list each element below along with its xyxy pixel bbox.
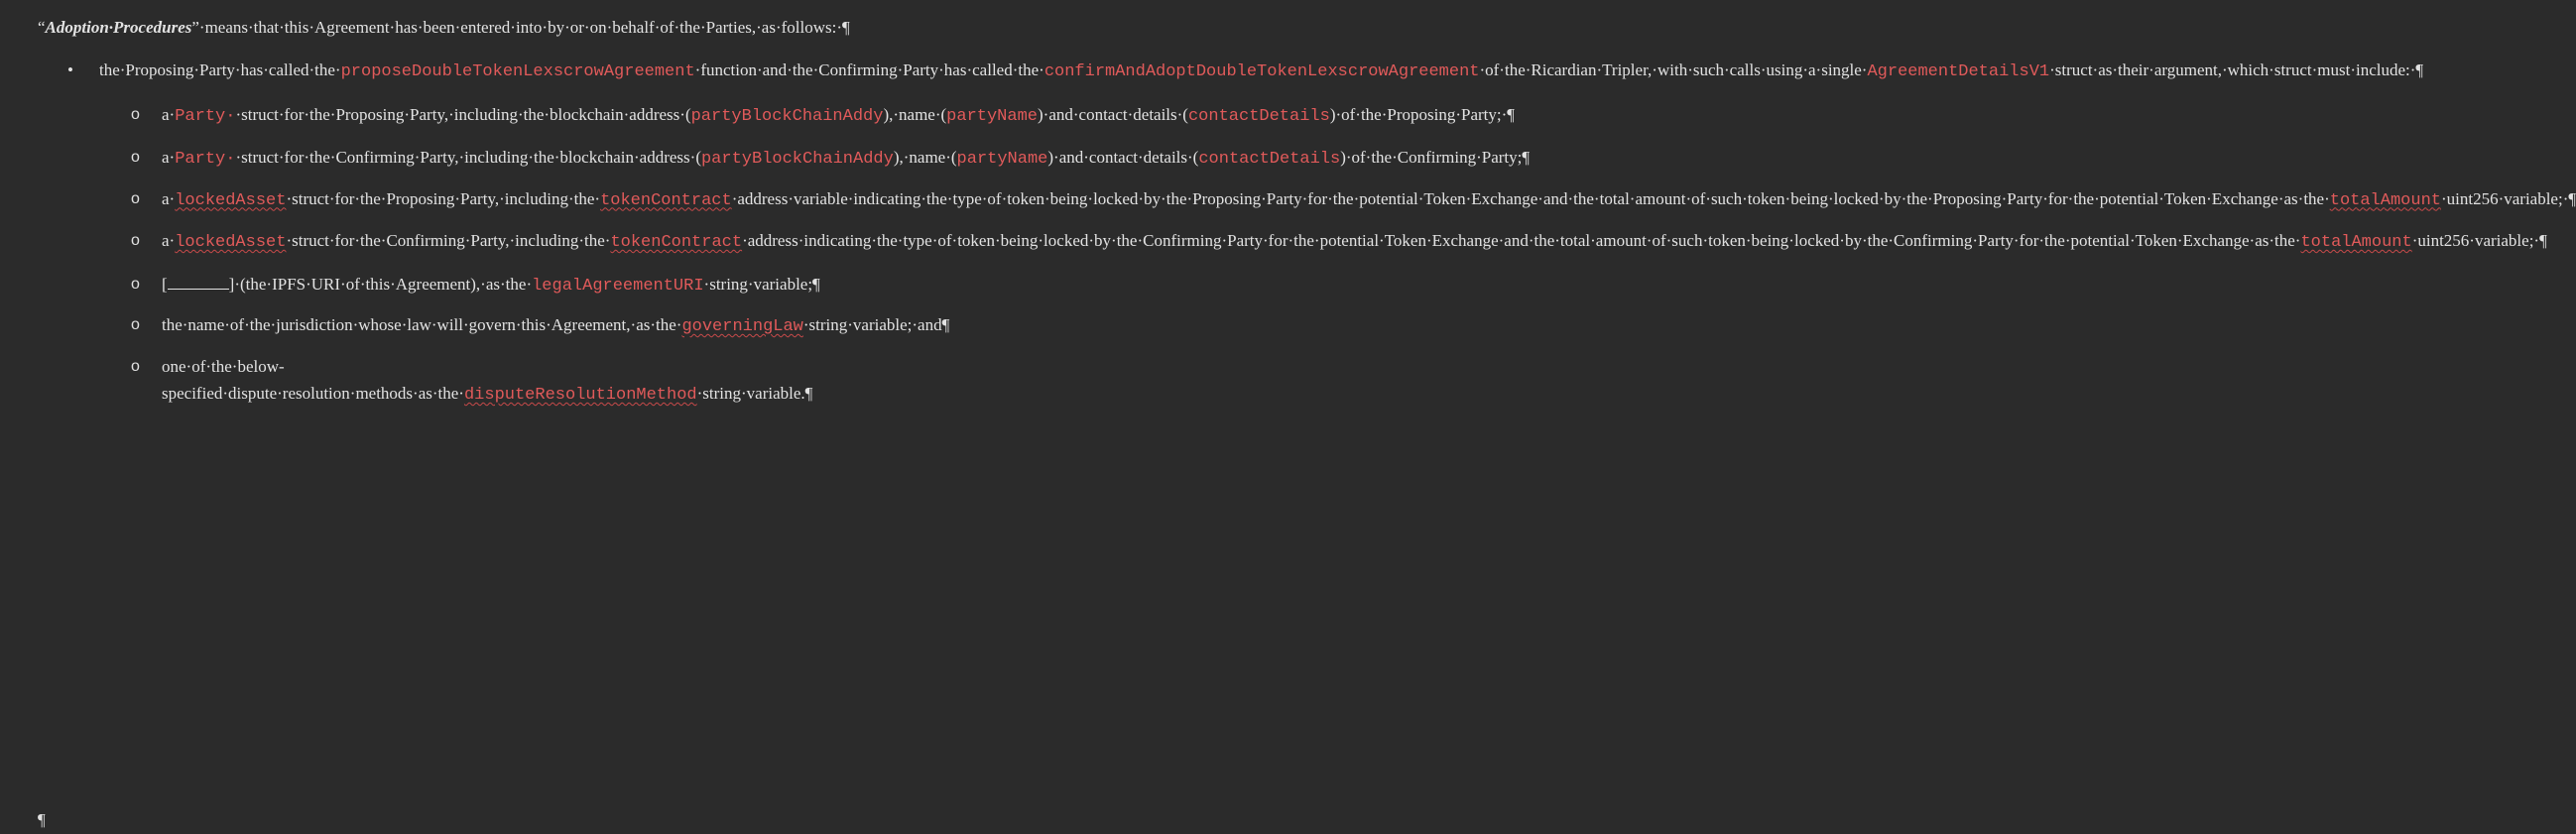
item-text: a· [162, 104, 176, 124]
code-agreement-struct: AgreementDetailsV1 [1867, 62, 2050, 81]
code-party-address: partyBlockChainAddy [700, 150, 894, 169]
item-text: )·of·the·Proposing·Party;·¶ [1329, 104, 1515, 124]
item-text: ),·name·( [883, 104, 947, 124]
sub-item-dispute-resolution [38, 353, 873, 410]
sub-marker: o [131, 316, 140, 333]
item-text: ·address·variable·indicating·the·type·of·token·being·locked·by·the·Proposing·Party·for·the·potential·Token·Exchange·and·the·total·amount·of·such·token·being·locked·by·the·Proposing·Party·for·the·potential·Token·Exchange·as·the· [731, 188, 2330, 208]
item-text: )·of·the·Confirming·Party;¶ [1340, 148, 1531, 167]
item-text: [ [162, 274, 168, 294]
intro-paragraph [38, 14, 873, 41]
code-party: Party· [175, 150, 236, 169]
item-text: ·uint256·variable;·¶ [2440, 188, 2576, 208]
sub-item-confirming-party [38, 144, 1531, 174]
item-text: ]·(the·IPFS·URI·of·this·Agreement),·as·the· [228, 274, 533, 294]
document-body [38, 14, 2576, 410]
sub-item-governing-law [38, 311, 950, 341]
item-text: ·address·indicating·the·type·of·token·being·locked·by·the·Confirming·Party·for·the·potential·Token·Exchange·and·the·total·amount·of·such·token·being·locked·by·the·Confirming·Party·for·the·potential·Token·Exchange·as·the· [742, 231, 2301, 250]
code-total-amount: totalAmount [2300, 233, 2412, 252]
code-token-contract: tokenContract [610, 233, 743, 252]
code-locked-asset: lockedAsset [175, 233, 287, 252]
item-text: the·name·of·the·jurisdiction·whose·law·will·govern·this·Agreement,·as·the· [162, 315, 682, 334]
item-text: ·string·variable.¶ [696, 384, 813, 403]
code-dispute-method: disputeResolutionMethod [463, 386, 697, 405]
code-legal-uri: legalAgreementURI [532, 276, 704, 296]
sub-item-legal-uri [38, 271, 873, 300]
sub-marker: o [131, 149, 140, 166]
code-party-address: partyBlockChainAddy [690, 106, 884, 126]
bullet-item [38, 57, 2424, 87]
bullet-text-2: ·function·and·the·Confirming·Party·has·called·the· [694, 60, 1044, 79]
item-text: ·string·variable;¶ [703, 274, 820, 294]
item-text: )·and·contact·details·( [1047, 148, 1199, 167]
item-text: one·of·the·below-specified·dispute·resolution·methods·as·the· [162, 356, 464, 403]
code-contact-details: contactDetails [1198, 150, 1341, 169]
sub-marker: o [131, 189, 140, 207]
code-propose-function: proposeDoubleTokenLexscrowAgreement [340, 62, 695, 81]
sub-list [38, 101, 2576, 410]
item-text: ·struct·for·the·Proposing·Party,·including·the· [286, 188, 601, 208]
code-party-name: partyName [956, 150, 1048, 169]
item-text: ·struct·for·the·Confirming·Party,·including·the·blockchain·address·( [235, 148, 701, 167]
item-text: a· [162, 231, 176, 250]
bullet-marker: • [67, 60, 73, 79]
code-party-name: partyName [946, 106, 1038, 126]
bullet-text-3: ·of·the·Ricardian·Tripler,·with·such·calls·using·a·single· [1479, 60, 1868, 79]
open-quote: “ [38, 18, 46, 37]
item-text: ·string·variable;·and¶ [802, 315, 950, 334]
code-contact-details: contactDetails [1187, 106, 1330, 126]
code-party: Party· [175, 106, 236, 126]
code-token-contract: tokenContract [600, 190, 732, 210]
intro-text: ·means·that·this·Agreement·has·been·entered·into·by·or·on·behalf·of·the·Parties,·as·follows:·¶ [198, 18, 850, 37]
sub-marker: o [131, 275, 140, 293]
bullet-text-4: ·struct·as·their·argument,·which·struct·must·include:·¶ [2049, 60, 2424, 79]
bullet-text-1: the·Proposing·Party·has·called·the· [99, 60, 341, 79]
blank-field[interactable] [168, 275, 229, 290]
sub-item-proposing-party [38, 101, 1515, 131]
sub-item-confirming-locked-asset [38, 228, 2547, 257]
sub-item-proposing-locked-asset [38, 186, 2576, 215]
code-confirm-function: confirmAndAdoptDoubleTokenLexscrowAgreement [1043, 62, 1480, 81]
item-text: ·uint256·variable;·¶ [2411, 231, 2547, 250]
sub-marker: o [131, 232, 140, 249]
code-locked-asset: lockedAsset [175, 190, 287, 210]
close-quote: ” [191, 18, 199, 37]
item-text: ),·name·( [893, 148, 957, 167]
item-text: a· [162, 188, 176, 208]
item-text: ·struct·for·the·Confirming·Party,·including·the· [286, 231, 611, 250]
item-text: a· [162, 148, 176, 167]
sub-marker: o [131, 105, 140, 123]
item-text: ·struct·for·the·Proposing·Party,·including·the·blockchain·address·( [235, 104, 691, 124]
item-text: )·and·contact·details·( [1038, 104, 1188, 124]
end-paragraph-mark: ¶ [38, 810, 46, 829]
defined-term: Adoption·Procedures [45, 18, 192, 37]
code-total-amount: totalAmount [2329, 190, 2441, 210]
sub-marker: o [131, 357, 140, 375]
code-governing-law: governingLaw [681, 317, 803, 336]
